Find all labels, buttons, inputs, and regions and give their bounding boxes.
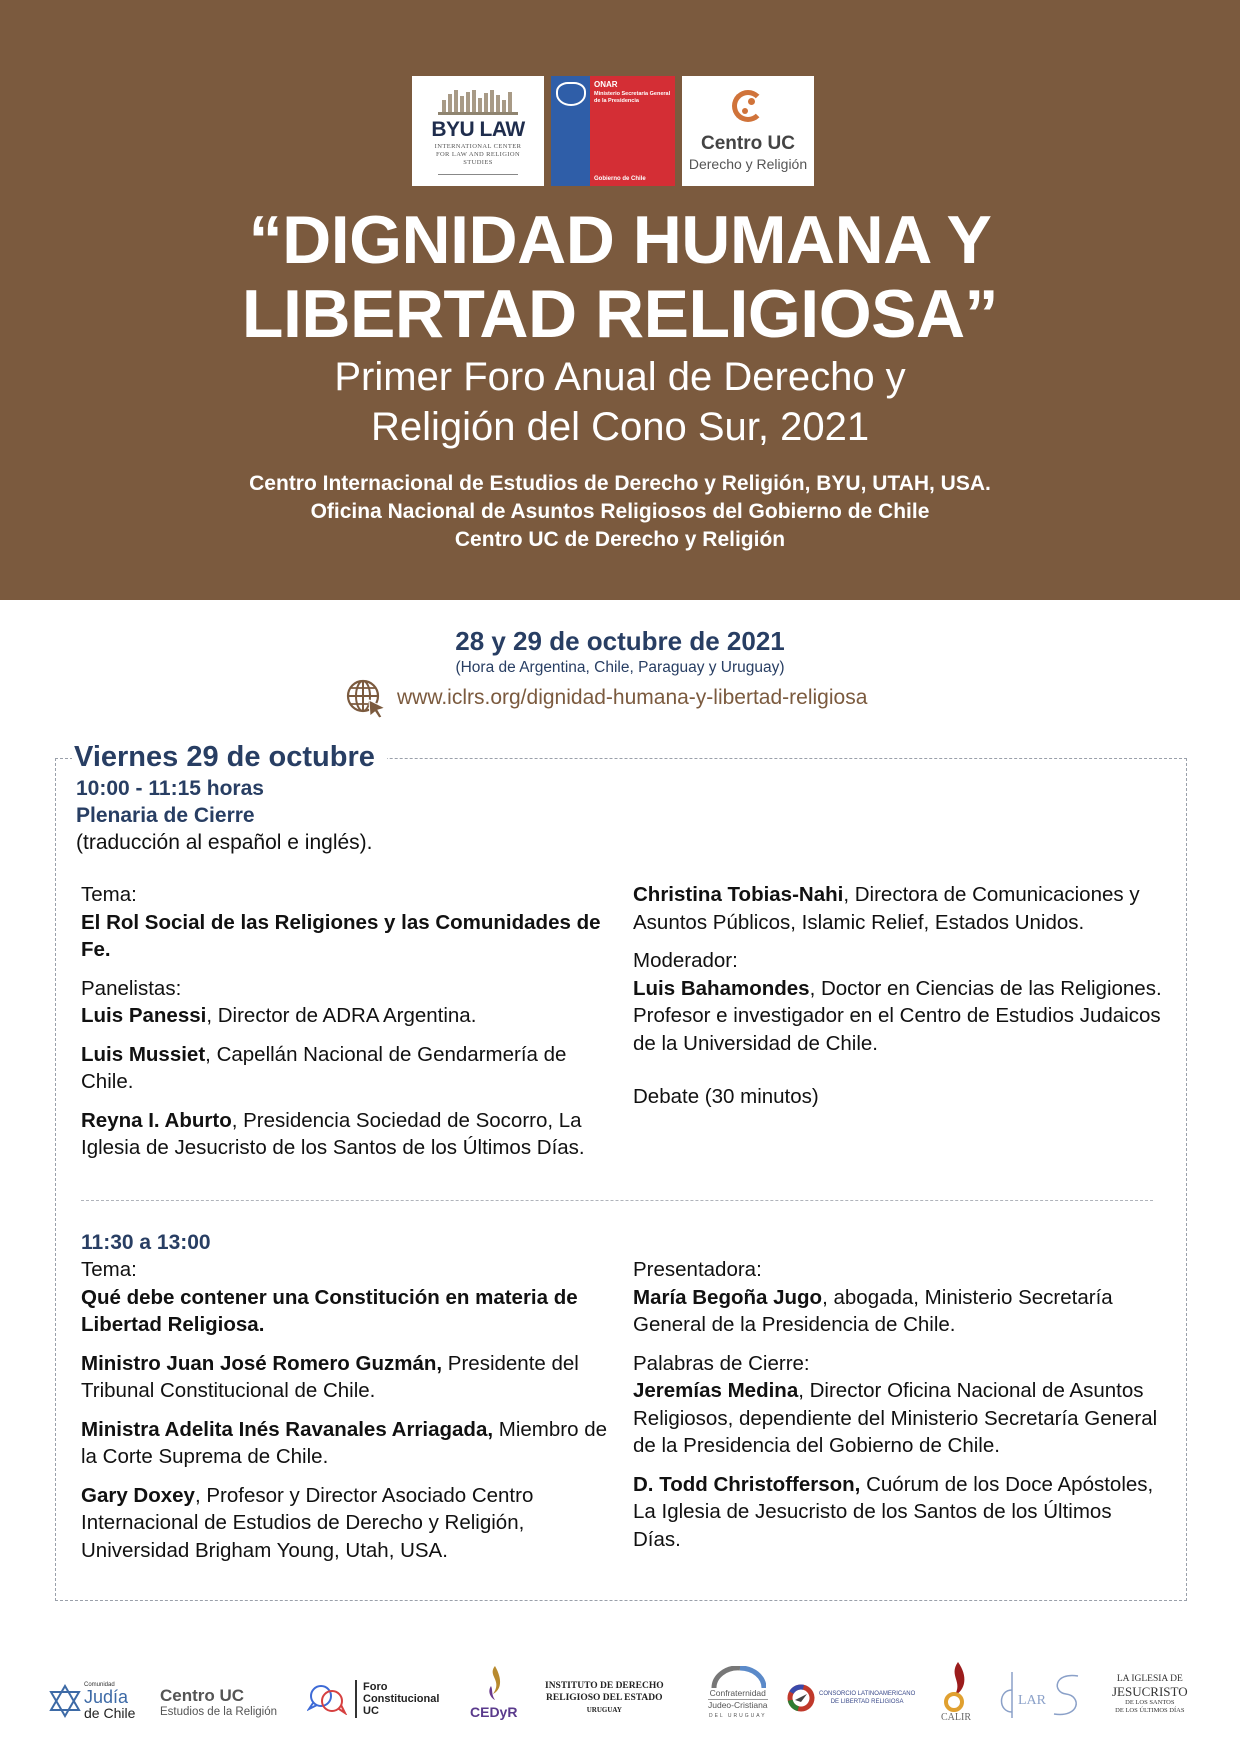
session2-right: Presentadora: María Begoña Jugo, abogada, Ministerio Secretaría General de la Presidencia de Chile. Palabras de Cierre: Jeremías Medina, Director Oficina Nacional de Asuntos Religiosos, dependiente del Ministerio Secretaría General de la Presidencia del Gobierno de Chile. D. Todd Christofferson, Cuórum de los Doce Apóstoles, La Iglesia de Jesucristo de los Santos de los Últimos Días.: [633, 1258, 1158, 1551]
session1-topic: El Rol Social de las Religiones y las Comunidades de Fe.: [81, 910, 601, 961]
svg-text:LAR: LAR: [1018, 1693, 1046, 1708]
session2-time: 11:30 a 13:00: [81, 1231, 211, 1254]
confraternidad-logo: Confraternidad Judeo-Cristiana DEL URUGUAY: [708, 1666, 768, 1722]
session1-left: Tema: El Rol Social de las Religiones y las Comunidades de Fe. Panelistas: Luis Panessi, Director de ADRA Argentina. Luis Mussiet, Capellán Nacional de Gendarmería de Chile. Reyna I. Aburto, Presidencia Sociedad de Socorro, La Iglesia de Jesucristo de los Santos de los Últimos Días.: [81, 883, 601, 1159]
day-heading: Viernes 29 de octubre: [72, 739, 387, 775]
centro-uc-mark-icon: [732, 90, 764, 122]
header-banner: [0, 0, 1240, 600]
schedule-box: [55, 741, 1187, 1601]
idre-uruguay-logo: INSTITUTO DE DERECHO RELIGIOSO DEL ESTADO URUGUAY: [545, 1681, 664, 1714]
flame-icon: [483, 1664, 505, 1704]
debate-note: Debate (30 minutos): [633, 1085, 819, 1108]
speech-bubbles-icon: [307, 1683, 349, 1715]
chile-crest-icon: [556, 82, 586, 106]
partner-logos: [412, 76, 814, 186]
foro-constitucional-logo: Foro Constitucional UC: [307, 1680, 439, 1718]
iclars-logo: [994, 1670, 1090, 1720]
books-icon: [442, 90, 514, 112]
event-dates: 28 y 29 de octubre de 2021 (Hora de Argentina, Chile, Paraguay y Uruguay): [455, 626, 785, 676]
session2-topic: Qué debe contener una Constitución en materia de Libertad Religiosa.: [81, 1285, 578, 1336]
consorcio-ring-icon: [787, 1684, 815, 1712]
consorcio-logo: CONSORCIO LATINOAMERICANO DE LIBERTAD RELIGIOSA: [787, 1684, 915, 1712]
calir-flame-icon: [938, 1660, 974, 1712]
session1-right: Christina Tobias-Nahi, Directora de Comunicaciones y Asuntos Públicos, Islamic Relief, Estados Unidos. Moderador: Luis Bahamondes, Doctor en Ciencias de las Religiones. Profesor e investigador en el Centro de Estudios Judaicos de la Universidad de Chile. Debate (30 minutos): [633, 881, 1163, 1122]
iclars-mark-icon: [994, 1670, 1090, 1720]
event-link[interactable]: [345, 678, 867, 718]
organizers: Centro Internacional de Estudios de Derecho y Religión, BYU, UTAH, USA. Oficina Nacional de Asuntos Religiosos del Gobierno de Chile Centro UC de Derecho y Religión: [249, 472, 991, 551]
event-url[interactable]: www.iclrs.org/dignidad-humana-y-libertad-religiosa: [397, 686, 868, 709]
session2-left: Tema: Qué debe contener una Constitución en materia de Libertad Religiosa. Ministro Juan José Romero Guzmán, Presidente del Tribunal Constitucional de Chile. Ministra Adelita Inés Ravanales Arriagada, Miembro de la Corte Suprema de Chile. Gary Doxey, Profesor y Director Asociado Centro Internacional de Estudios de Derecho y Religión, Universidad Brigham Young, Utah, USA.: [81, 1258, 607, 1562]
star-of-david-icon: [48, 1684, 82, 1718]
iglesia-jesucristo-logo: LA IGLESIA DE JESUCRISTO DE LOS SANTOS DE LOS ÚLTIMOS DÍAS: [1112, 1674, 1188, 1714]
globe-cursor-icon: [345, 678, 387, 718]
centro-uc-logo: Centro UC Derecho y Religión: [682, 76, 814, 186]
centro-uc-religion-logo: Centro UC Estudios de la Religión: [160, 1686, 277, 1718]
byu-law-logo: BYU LAW INTERNATIONAL CENTER FOR LAW AND RELIGION STUDIES: [412, 76, 544, 186]
calir-logo: CALIR: [938, 1660, 974, 1723]
sponsor-logos: [0, 1660, 1240, 1750]
arch-icon: [710, 1666, 766, 1688]
comunidad-judia-logo: Comunidad Judía de Chile: [48, 1682, 135, 1720]
cedyr-logo: CEDyR: [470, 1664, 517, 1720]
onar-logo: ONAR Ministerio Secretaría General de la Presidencia Gobierno de Chile: [551, 76, 675, 186]
page-title: “DIGNIDAD HUMANA Y LIBERTAD RELIGIOSA”: [241, 202, 999, 352]
page-subtitle: Primer Foro Anual de Derecho y Religión del Cono Sur, 2021: [334, 355, 906, 449]
session1-header: 10:00 - 11:15 horas Plenaria de Cierre (traducción al español e inglés).: [76, 777, 373, 854]
session-divider: [81, 1200, 1153, 1201]
